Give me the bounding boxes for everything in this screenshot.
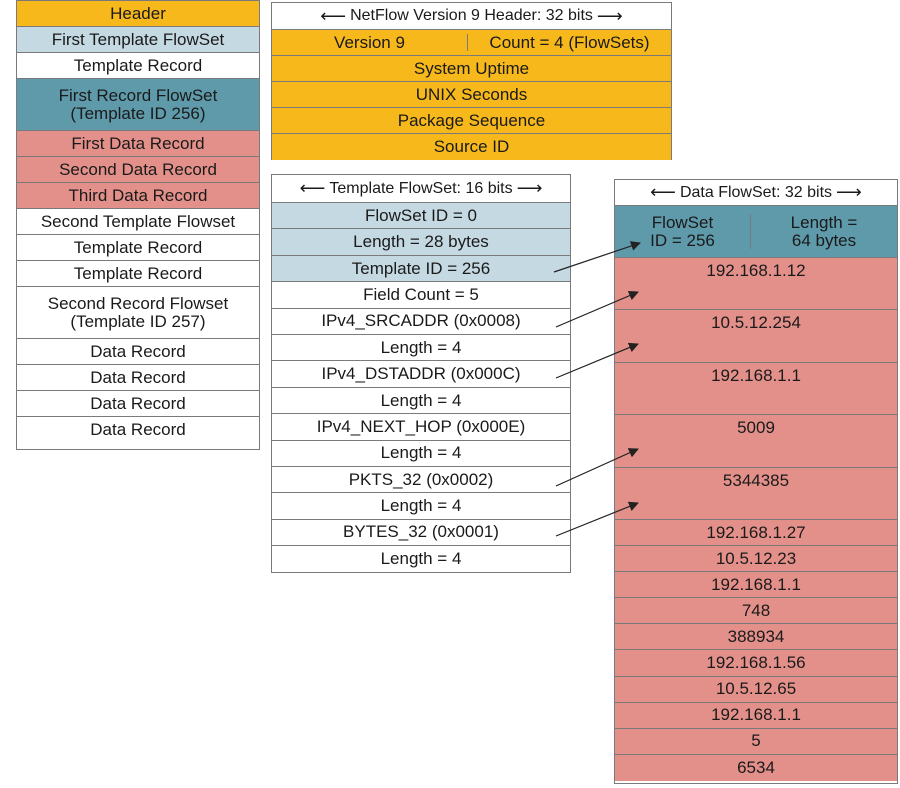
packet-item: Third Data Record: [17, 183, 259, 209]
template-field-row: Length = 4: [272, 441, 570, 467]
data-value-cell: 192.168.1.1: [615, 363, 897, 415]
packet-item: Second Data Record: [17, 157, 259, 183]
netflow-header-title-bar: [271, 2, 672, 29]
data-flowset-title: Data FlowSet: 32 bits: [679, 183, 833, 201]
data-value-cell: 10.5.12.65: [615, 677, 897, 703]
template-field-row: Length = 4: [272, 546, 570, 572]
template-field-row: IPv4_DSTADDR (0x000C): [272, 361, 570, 387]
data-value-cell: 192.168.1.56: [615, 650, 897, 676]
right-arrow-icon: ⟶: [596, 5, 623, 26]
template-flowset-title: Template FlowSet: 16 bits: [329, 179, 513, 197]
data-value-cell: 5009: [615, 415, 897, 467]
template-field-row: IPv4_SRCADDR (0x0008): [272, 309, 570, 335]
template-flowset-title-bar: [271, 174, 571, 202]
flowset-length-cell: Length = 64 bytes: [790, 212, 858, 250]
netflow-header-title: NetFlow Version 9 Header: 32 bits: [350, 7, 593, 24]
template-field-row: Length = 28 bytes: [272, 229, 570, 255]
data-value-cell: 192.168.1.12: [615, 258, 897, 310]
data-value-cell: 10.5.12.254: [615, 310, 897, 362]
template-field-row: Field Count = 5: [272, 282, 570, 308]
packet-item: Template Record: [17, 53, 259, 79]
template-field-row: Length = 4: [272, 493, 570, 519]
data-value-cell: 5344385: [615, 468, 897, 520]
packet-item: First Record FlowSet (Template ID 256): [17, 79, 259, 131]
data-value-cell: 192.168.1.27: [615, 520, 897, 546]
left-arrow-icon: ⟵: [299, 178, 326, 198]
template-field-row: IPv4_NEXT_HOP (0x000E): [272, 414, 570, 440]
netflow-header-version-row: [272, 30, 671, 56]
template-field-row: Length = 4: [272, 388, 570, 414]
netflow-header-row: Source ID: [272, 134, 671, 160]
right-arrow-icon: ⟶: [836, 182, 862, 202]
netflow-header-row: UNIX Seconds: [272, 82, 671, 108]
packet-item: Data Record: [17, 365, 259, 391]
packet-item: Second Template Flowset: [17, 209, 259, 235]
flowset-id-cell: FlowSet ID = 256: [615, 214, 751, 250]
data-value-cell: 6534: [615, 755, 897, 781]
packet-item: Template Record: [17, 235, 259, 261]
packet-item: Data Record: [17, 391, 259, 417]
template-field-row: BYTES_32 (0x0001): [272, 520, 570, 546]
netflow-header-row: System Uptime: [272, 56, 671, 82]
data-value-cell: 192.168.1.1: [615, 572, 897, 598]
left-arrow-icon: ⟵: [650, 182, 676, 202]
template-field-row: PKTS_32 (0x0002): [272, 467, 570, 493]
packet-item: Data Record: [17, 339, 259, 365]
template-flowset-table: [271, 202, 571, 573]
data-flowset-table: [614, 205, 898, 784]
data-value-cell: 5: [615, 729, 897, 755]
data-flowset-title-bar: [614, 179, 898, 205]
data-flowset-header-row: [615, 206, 897, 258]
packet-item: Second Record Flowset (Template ID 257): [17, 287, 259, 339]
packet-structure-column: [16, 0, 260, 450]
packet-item: Data Record: [17, 417, 259, 443]
template-field-row: Template ID = 256: [272, 256, 570, 282]
data-value-cell: 192.168.1.1: [615, 703, 897, 729]
left-arrow-icon: ⟵: [320, 5, 347, 26]
packet-item: First Data Record: [17, 131, 259, 157]
packet-item: Template Record: [17, 261, 259, 287]
data-value-cell: 10.5.12.23: [615, 546, 897, 572]
packet-item: Header: [17, 1, 259, 27]
template-field-row: Length = 4: [272, 335, 570, 361]
data-value-cell: 748: [615, 598, 897, 624]
packet-item: First Template FlowSet: [17, 27, 259, 53]
right-arrow-icon: ⟶: [516, 178, 543, 198]
template-field-row: FlowSet ID = 0: [272, 203, 570, 229]
netflow-header-table: [271, 29, 672, 160]
data-value-cell: 388934: [615, 624, 897, 650]
version-cell: Version 9: [272, 34, 468, 52]
netflow-header-row: Package Sequence: [272, 108, 671, 134]
count-cell: Count = 4 (FlowSets): [489, 32, 650, 52]
